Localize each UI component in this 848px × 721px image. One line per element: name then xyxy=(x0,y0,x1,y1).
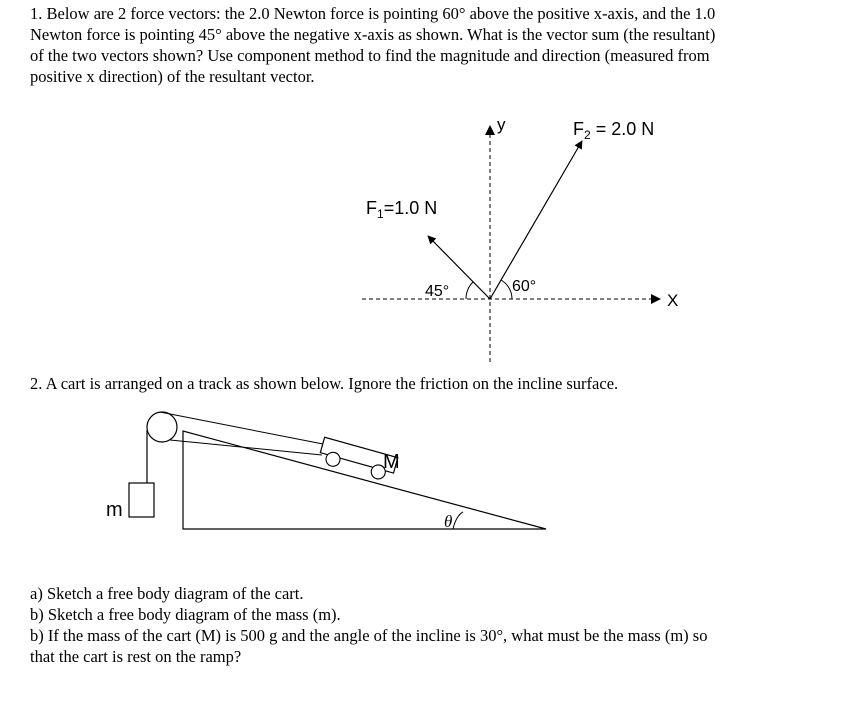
string-upper xyxy=(160,412,323,444)
question-1-line: Newton force is pointing 45° above the negative x-axis as shown. What is the vector sum (the resultant) xyxy=(30,25,716,44)
f1-subscript: 1 xyxy=(377,207,384,221)
f2-letter: F xyxy=(573,119,584,139)
question-1-line: 1. Below are 2 force vectors: the 2.0 Newton force is pointing 60° above the positive x-axis, and the 1.0 xyxy=(30,4,716,23)
f2-value: = 2.0 N xyxy=(590,119,655,139)
question-2-line: 2. A cart is arranged on a track as shown below. Ignore the friction on the incline surface. xyxy=(30,374,619,393)
string-lower xyxy=(170,440,322,455)
sub-question-line: b) If the mass of the cart (M) is 500 g and the angle of the incline is 30°, what must be the mass (m) so xyxy=(30,626,708,645)
question-1-line: positive x direction) of the resultant vector. xyxy=(30,67,315,86)
hanging-mass-label: m xyxy=(106,499,123,521)
f1-letter: F xyxy=(366,198,377,218)
theta-label: θ xyxy=(444,512,453,531)
sub-question-line: b) Sketch a free body diagram of the mass (m). xyxy=(30,605,341,624)
f2-subscript: 2 xyxy=(584,128,591,142)
y-axis-label: y xyxy=(497,115,506,134)
x-axis-label: X xyxy=(667,291,679,310)
question-1-line: of the two vectors shown? Use component method to find the magnitude and direction (measured from xyxy=(30,46,710,65)
incline-triangle xyxy=(183,431,546,529)
cart-label: M xyxy=(383,451,400,473)
f1-value: =1.0 N xyxy=(383,198,438,218)
angle-45-label: 45° xyxy=(425,283,450,300)
theta-angle-arc xyxy=(453,512,463,529)
angle-60-label: 60° xyxy=(512,278,537,295)
sub-question-line: a) Sketch a free body diagram of the cart. xyxy=(30,584,304,603)
pulley xyxy=(147,412,177,442)
sub-questions xyxy=(30,583,707,667)
hanging-mass-box xyxy=(129,483,154,517)
sub-question-line: that the cart is rest on the ramp? xyxy=(30,647,242,666)
